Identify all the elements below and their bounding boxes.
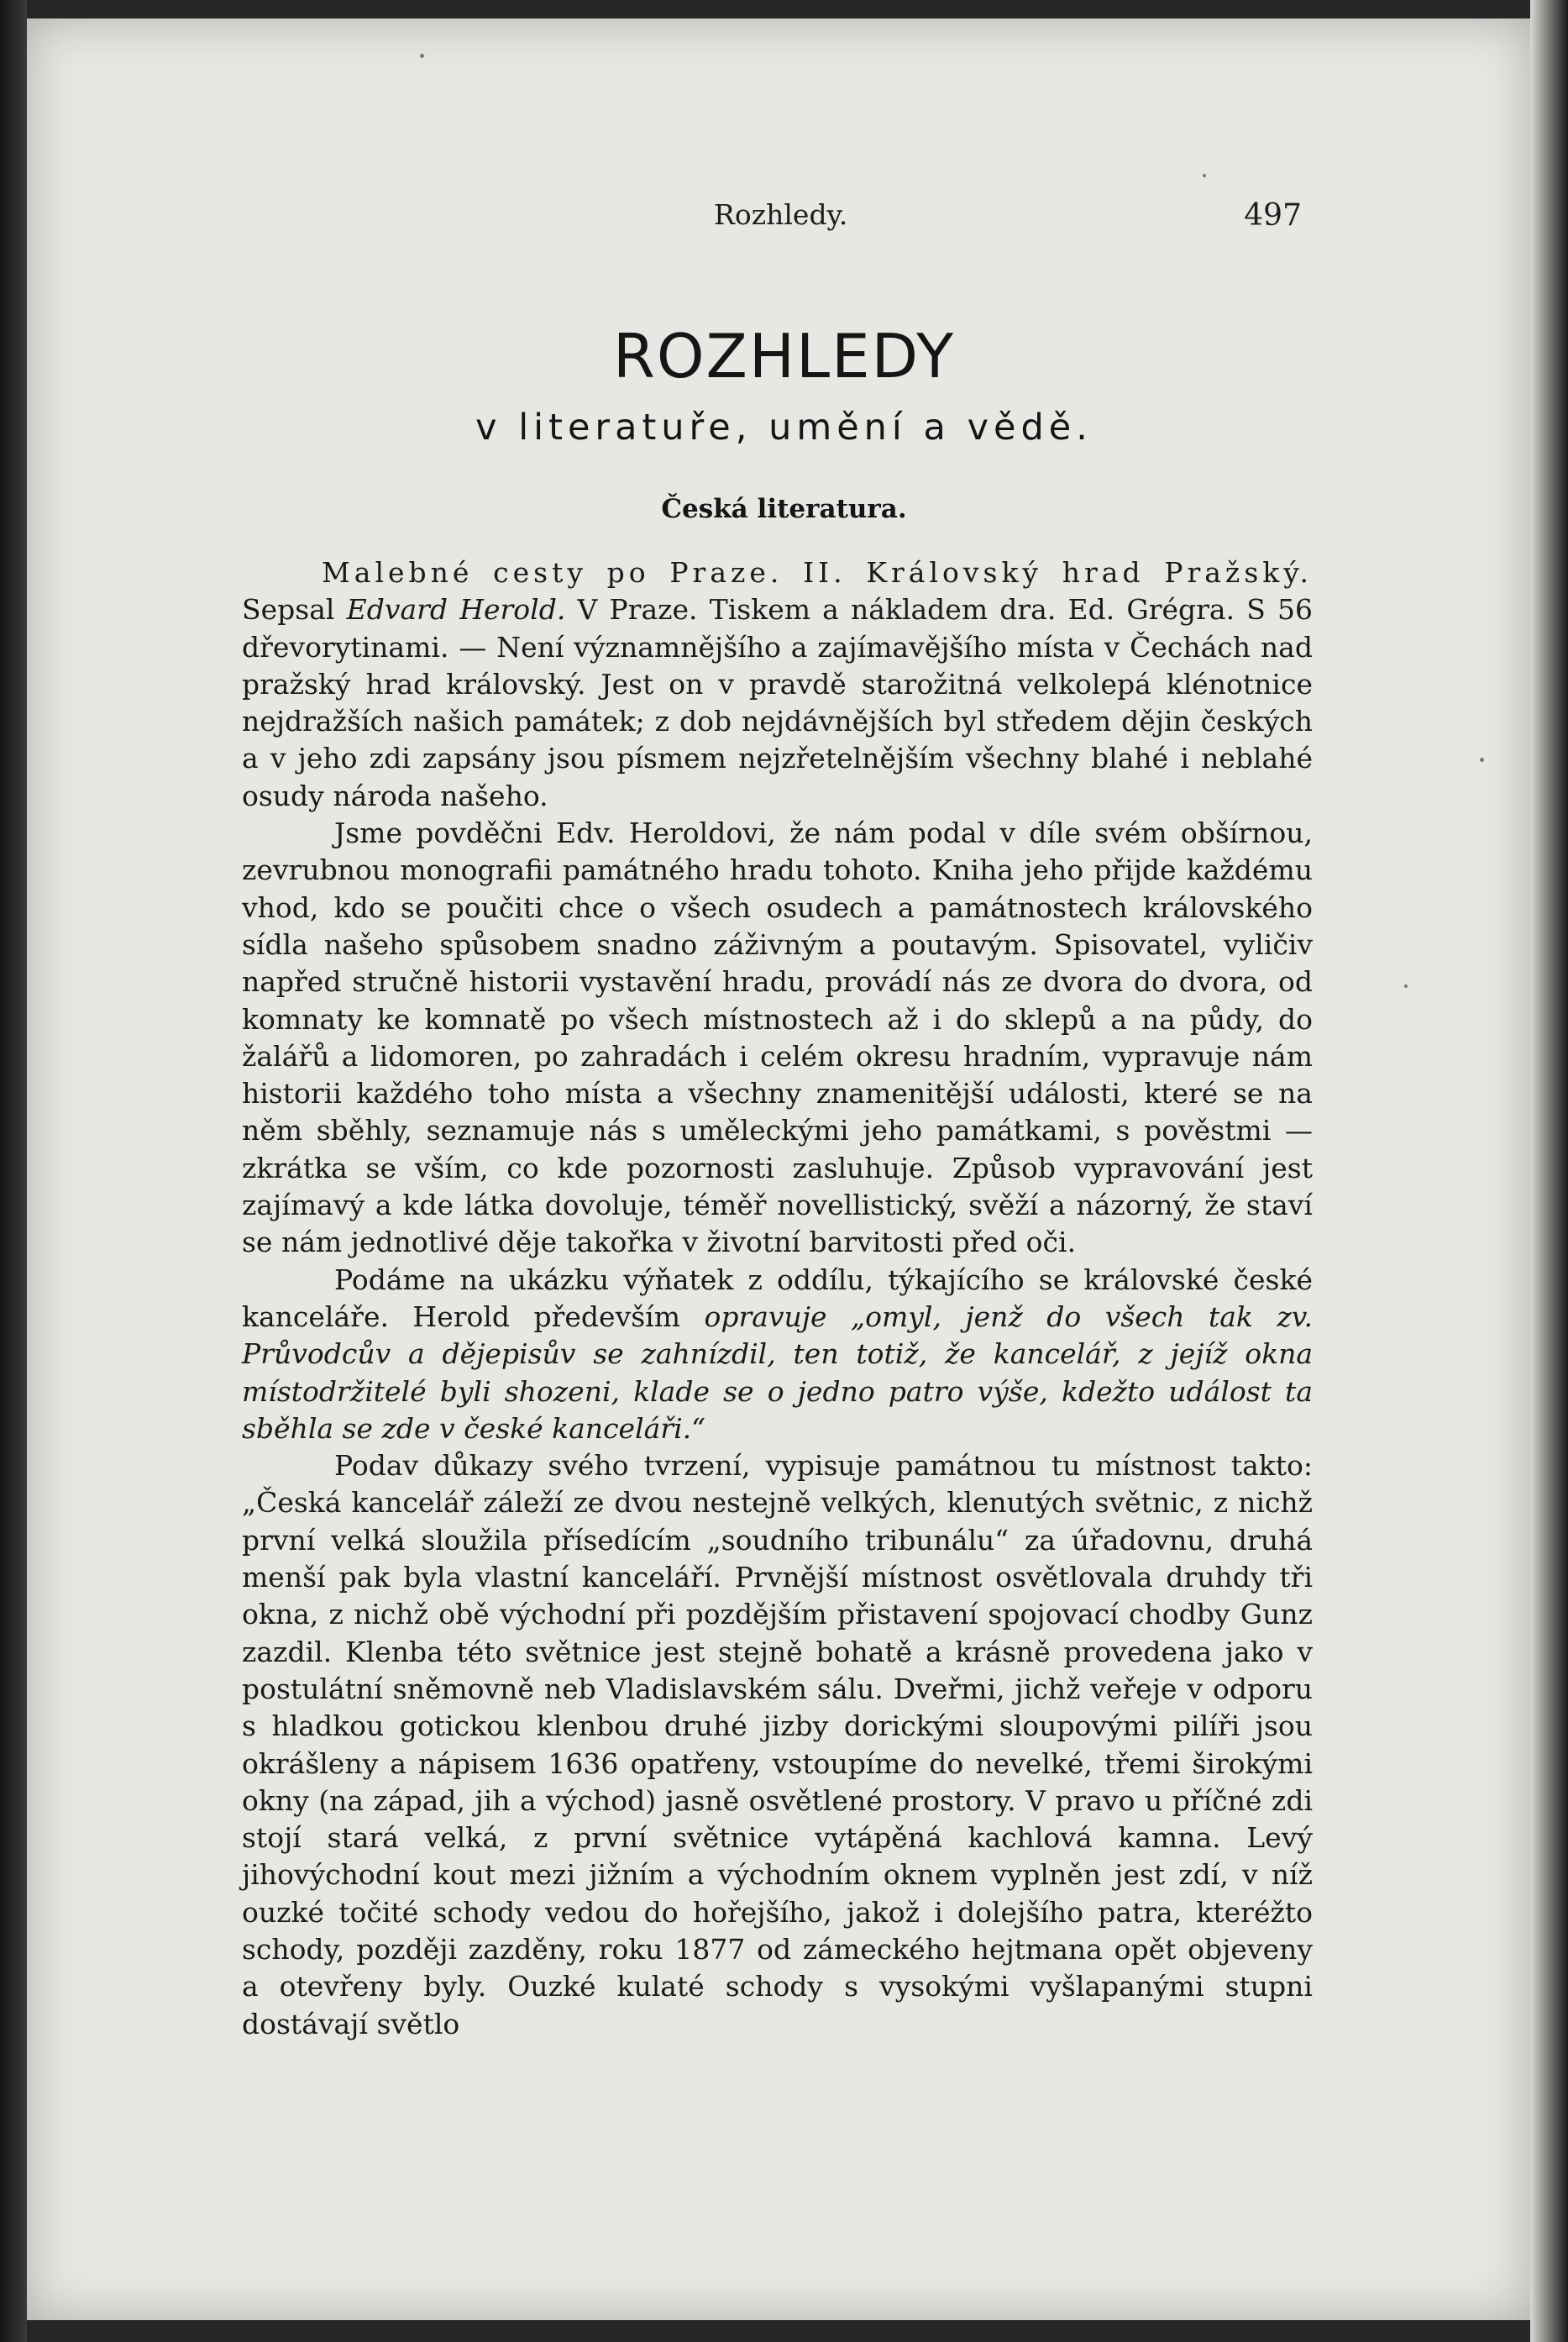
imprint: V Praze. Tiskem a nákladem dra. Ed. Grégra. S 56 dřevorytinami. (242, 593, 1314, 664)
print-speck (420, 54, 424, 58)
paragraph-3-quote: opravuje „omyl, jenž do všech tak zv. Průvodcův a dějepisův se zahnízdil, ten totiž, že kancelář, z jejíž okna místodržitelé byli shozeni, klade se o jedno patro výše, kdežto událost ta sběhla se zde v české kanceláři.“ (242, 1300, 1313, 1445)
page-subtitle: v literatuře, umění a vědě. (475, 407, 1093, 449)
running-header (714, 195, 1302, 237)
running-title: Rozhledy. (714, 198, 848, 231)
print-speck (1203, 174, 1206, 177)
paragraph-1-text: — Není významnějšího a zajímavějšího místa v Čechách nad pražský hrad královský. Jest on v pravdě starožitná velkolepá klénotnice nejdražších našich památek; z dob nejdávnějších byl středem dějin českých a v jeho zdi zapsány jsou písmem nejzřetelnějším všechny blahé i neblahé osudy národa našeho. (242, 630, 1313, 812)
print-speck (1404, 985, 1408, 988)
review-paragraph-2: Jsme povděčni Edv. Heroldovi, že nám podal v díle svém obšírnou, zevrubnou monografii památného hradu tohoto. Kniha jeho přijde každému vhod, kdo se poučiti chce o všech osudech a památnostech královského sídla našeho spůsobem snadno záživným a poutavým. Spisovatel, vyličiv napřed stručně historii vystavění hradu, provádí nás ze dvora do dvora, od komnaty ke komnatě po všech místnostech až i do sklepů a na půdy, do žalářů a lidomoren, po zahradách i celém okresu hradním, vypravuje nám historii každého toho místa a všechny znamenitější události, které se na něm sběhly, seznamuje nás s uměleckými jeho památkami, s pověstmi — zkrátka se vším, co kde pozornosti zasluhuje. Způsob vypravování jest zajímavý a kde látka dovoluje, téměř novellistický, svěží a názorný, že staví se nám jednotlivé děje takořka v životní barvitosti před oči. (242, 817, 1313, 1259)
review-paragraph-1 (242, 554, 1313, 815)
review-paragraph-3 (242, 1262, 1313, 1447)
review-paragraph-4: Podav důkazy svého tvrzení, vypisuje památnou tu místnost takto: „Česká kancelář záleží ze dvou nestejně velkých, klenutých světnic, z nichž první velká sloužila přísedícím „soudního tribunálu“ za úřadovnu, druhá menší pak byla vlastní kanceláří. Prvnější místnost osvětlovala druhdy tři okna, z nichž obě východní při pozdějším přistavení spojovací chodby Gunz zazdil. Klenba této světnice jest stejně bohatě a krásně provedena jako v postulátní sněmovně neb Vladislavském sálu. Dveřmi, jichž veřeje v odporu s hladkou gotickou klenbou druhé jizby dorickými sloupovými pilíři jsou okrášleny a nápisem 1636 opatřeny, vstoupíme do nevelké, třemi širokými okny (na západ, jih a východ) jasně osvětlené prostory. V pravo u příčné zdi stojí stará velká, z první světnice vytápěná kachlová kamna. Levý jihovýchodní kout mezi jižním a východním oknem vyplněn jest zdí, v níž ouzké točité schody vedou do hořejšího, jakož i dolejšího patra, kteréžto schody, později zazděny, roku 1877 od zámeckého hejtmana opět objeveny a otevřeny byly. Ouzké kulaté schody s vysokými vyšlapanými stupni dostávají světlo (242, 1449, 1313, 2040)
page-title: ROZHLEDY (612, 321, 956, 391)
print-speck (1480, 758, 1484, 762)
author-prefix: Sepsal (242, 593, 335, 627)
author-name: Edvard Herold. (346, 593, 566, 627)
article-body (242, 554, 1313, 2043)
book-title: Malebné cesty po Praze. II. Královský hrad Pražský. (322, 556, 1313, 589)
page-number: 497 (1244, 198, 1302, 233)
section-heading: Česká literatura. (661, 494, 907, 524)
paragraph-3-text: Podáme na ukázku výňatek z oddílu, týkajícího se královské české kanceláře. Herold především (242, 1263, 1313, 1333)
